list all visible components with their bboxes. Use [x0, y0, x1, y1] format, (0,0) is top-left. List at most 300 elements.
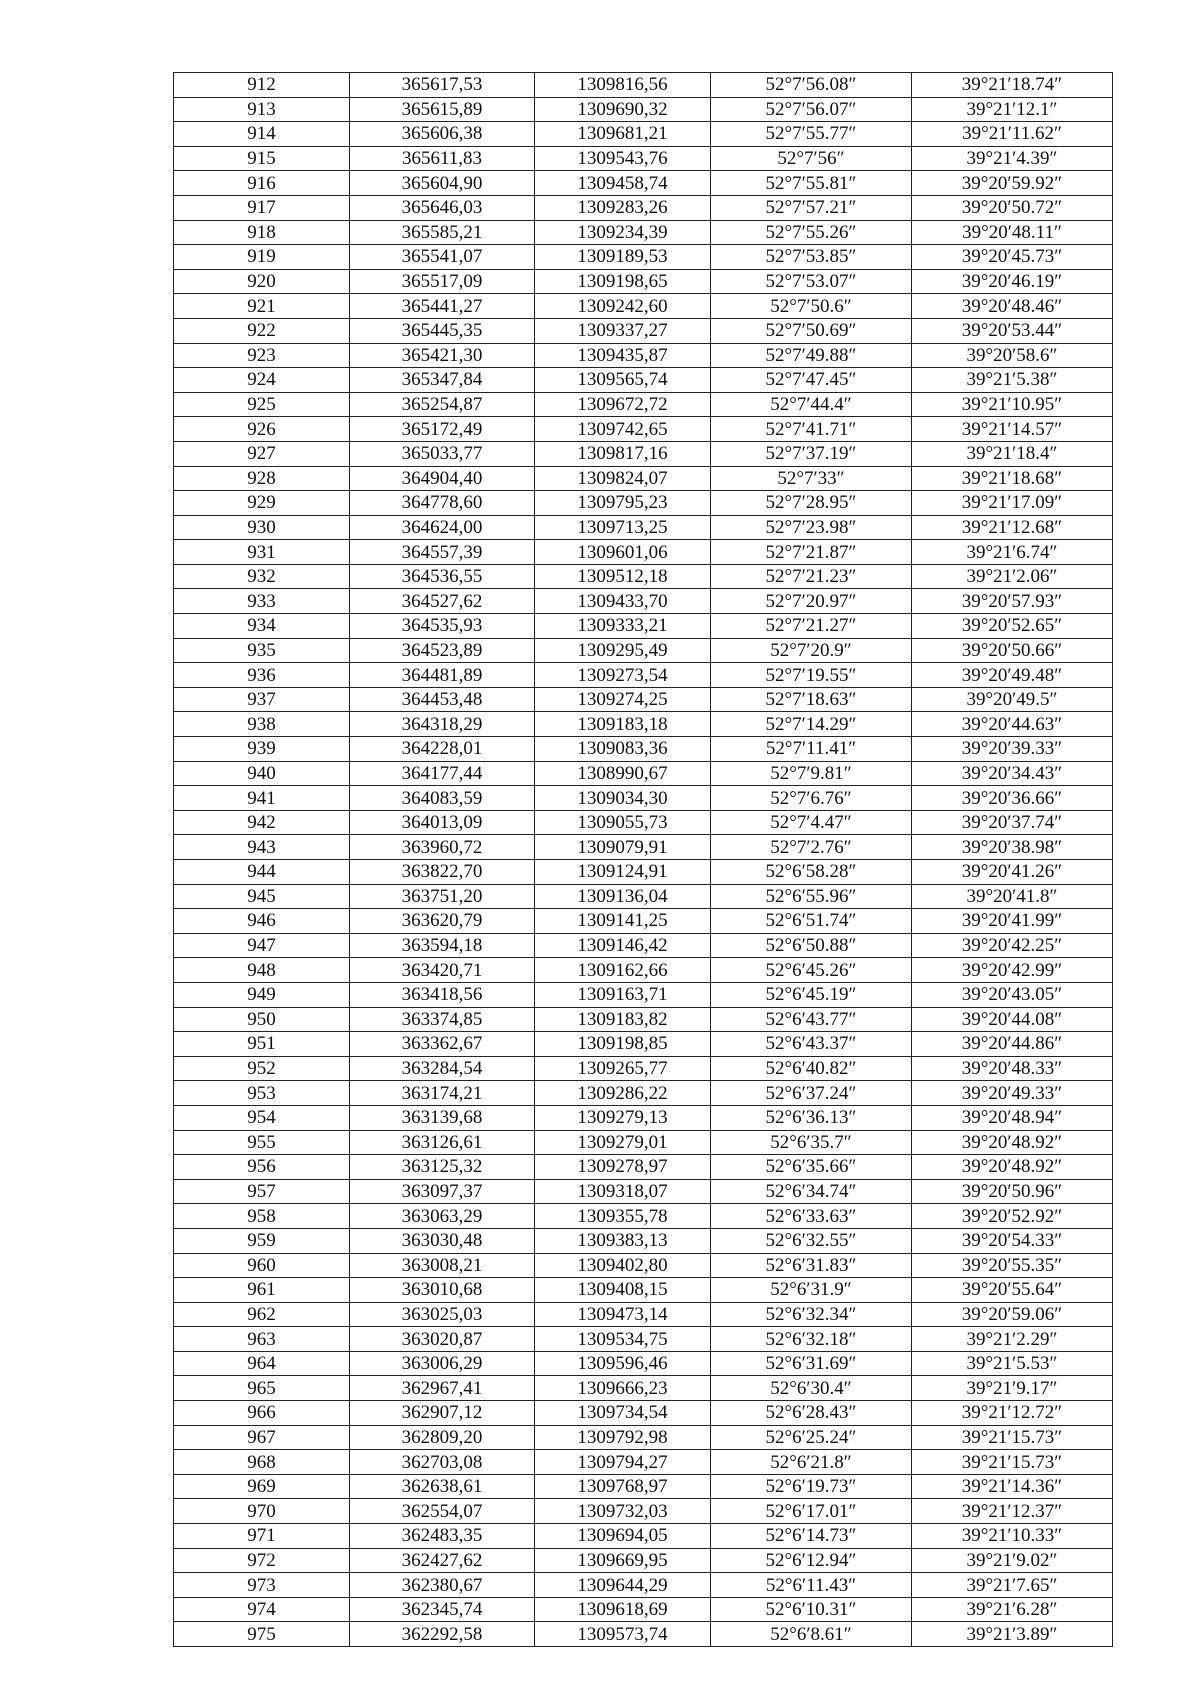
table-row: [174, 712, 1113, 737]
longitude-cell: 39°21′12.72″: [912, 1401, 1113, 1426]
x-coordinate-cell: 363620,79: [350, 909, 535, 934]
latitude-cell: 52°7′49.88″: [711, 343, 912, 368]
latitude-cell: 52°6′10.31″: [711, 1597, 912, 1622]
y-coordinate-cell: 1309265,77: [535, 1056, 711, 1081]
longitude-cell: 39°21′15.73″: [912, 1450, 1113, 1475]
longitude-cell: 39°20′38.98″: [912, 835, 1113, 860]
y-coordinate-cell: 1309681,21: [535, 122, 711, 147]
latitude-cell: 52°6′55.96″: [711, 884, 912, 909]
longitude-cell: 39°20′36.66″: [912, 786, 1113, 811]
x-coordinate-cell: 363020,87: [350, 1327, 535, 1352]
latitude-cell: 52°6′35.66″: [711, 1155, 912, 1180]
y-coordinate-cell: 1309618,69: [535, 1597, 711, 1622]
latitude-cell: 52°6′31.9″: [711, 1278, 912, 1303]
table-row: [174, 195, 1113, 220]
latitude-cell: 52°6′32.55″: [711, 1228, 912, 1253]
latitude-cell: 52°7′21.87″: [711, 540, 912, 565]
latitude-cell: 52°7′4.47″: [711, 810, 912, 835]
latitude-cell: 52°7′55.26″: [711, 220, 912, 245]
longitude-cell: 39°21′12.37″: [912, 1499, 1113, 1524]
latitude-cell: 52°6′36.13″: [711, 1105, 912, 1130]
point-number-cell: 950: [174, 1007, 350, 1032]
longitude-cell: 39°20′49.33″: [912, 1081, 1113, 1106]
latitude-cell: 52°7′53.07″: [711, 269, 912, 294]
table-row: [174, 97, 1113, 122]
table-row: [174, 1474, 1113, 1499]
x-coordinate-cell: 363097,37: [350, 1179, 535, 1204]
latitude-cell: 52°6′12.94″: [711, 1548, 912, 1573]
point-number-cell: 970: [174, 1499, 350, 1524]
longitude-cell: 39°20′54.33″: [912, 1228, 1113, 1253]
y-coordinate-cell: 1309278,97: [535, 1155, 711, 1180]
point-number-cell: 918: [174, 220, 350, 245]
y-coordinate-cell: 1309136,04: [535, 884, 711, 909]
longitude-cell: 39°21′10.95″: [912, 392, 1113, 417]
latitude-cell: 52°7′50.69″: [711, 318, 912, 343]
point-number-cell: 939: [174, 737, 350, 762]
point-number-cell: 954: [174, 1105, 350, 1130]
point-number-cell: 922: [174, 318, 350, 343]
y-coordinate-cell: 1309732,03: [535, 1499, 711, 1524]
point-number-cell: 964: [174, 1351, 350, 1376]
longitude-cell: 39°20′43.05″: [912, 982, 1113, 1007]
latitude-cell: 52°7′37.19″: [711, 441, 912, 466]
coordinates-table: [173, 72, 1113, 1647]
latitude-cell: 52°6′50.88″: [711, 933, 912, 958]
y-coordinate-cell: 1309124,91: [535, 860, 711, 885]
table-row: [174, 1622, 1113, 1647]
x-coordinate-cell: 364177,44: [350, 761, 535, 786]
table-row: [174, 1327, 1113, 1352]
longitude-cell: 39°20′41.99″: [912, 909, 1113, 934]
x-coordinate-cell: 364624,00: [350, 515, 535, 540]
y-coordinate-cell: 1309295,49: [535, 638, 711, 663]
latitude-cell: 52°6′37.24″: [711, 1081, 912, 1106]
x-coordinate-cell: 363751,20: [350, 884, 535, 909]
point-number-cell: 960: [174, 1253, 350, 1278]
table-row: [174, 835, 1113, 860]
longitude-cell: 39°20′50.96″: [912, 1179, 1113, 1204]
x-coordinate-cell: 363174,21: [350, 1081, 535, 1106]
point-number-cell: 961: [174, 1278, 350, 1303]
table-row: [174, 171, 1113, 196]
longitude-cell: 39°21′9.17″: [912, 1376, 1113, 1401]
latitude-cell: 52°7′23.98″: [711, 515, 912, 540]
x-coordinate-cell: 365421,30: [350, 343, 535, 368]
point-number-cell: 956: [174, 1155, 350, 1180]
point-number-cell: 958: [174, 1204, 350, 1229]
latitude-cell: 52°7′56.08″: [711, 73, 912, 98]
y-coordinate-cell: 1309163,71: [535, 982, 711, 1007]
longitude-cell: 39°20′44.63″: [912, 712, 1113, 737]
x-coordinate-cell: 362380,67: [350, 1573, 535, 1598]
point-number-cell: 948: [174, 958, 350, 983]
latitude-cell: 52°7′55.81″: [711, 171, 912, 196]
longitude-cell: 39°21′6.28″: [912, 1597, 1113, 1622]
longitude-cell: 39°21′11.62″: [912, 122, 1113, 147]
point-number-cell: 955: [174, 1130, 350, 1155]
table-row: [174, 1179, 1113, 1204]
point-number-cell: 966: [174, 1401, 350, 1426]
point-number-cell: 949: [174, 982, 350, 1007]
y-coordinate-cell: 1309534,75: [535, 1327, 711, 1352]
longitude-cell: 39°20′46.19″: [912, 269, 1113, 294]
table-row: [174, 884, 1113, 909]
table-row: [174, 1573, 1113, 1598]
latitude-cell: 52°7′6.76″: [711, 786, 912, 811]
table-row: [174, 737, 1113, 762]
table-row: [174, 982, 1113, 1007]
latitude-cell: 52°6′34.74″: [711, 1179, 912, 1204]
point-number-cell: 935: [174, 638, 350, 663]
y-coordinate-cell: 1309734,54: [535, 1401, 711, 1426]
point-number-cell: 941: [174, 786, 350, 811]
point-number-cell: 942: [174, 810, 350, 835]
latitude-cell: 52°7′28.95″: [711, 491, 912, 516]
y-coordinate-cell: 1309055,73: [535, 810, 711, 835]
y-coordinate-cell: 1309512,18: [535, 564, 711, 589]
latitude-cell: 52°7′57.21″: [711, 195, 912, 220]
table-row: [174, 515, 1113, 540]
longitude-cell: 39°20′49.48″: [912, 663, 1113, 688]
y-coordinate-cell: 1309601,06: [535, 540, 711, 565]
longitude-cell: 39°20′52.65″: [912, 614, 1113, 639]
latitude-cell: 52°6′43.77″: [711, 1007, 912, 1032]
x-coordinate-cell: 364535,93: [350, 614, 535, 639]
x-coordinate-cell: 363010,68: [350, 1278, 535, 1303]
table-row: [174, 1376, 1113, 1401]
x-coordinate-cell: 365646,03: [350, 195, 535, 220]
longitude-cell: 39°20′48.94″: [912, 1105, 1113, 1130]
point-number-cell: 944: [174, 860, 350, 885]
point-number-cell: 971: [174, 1524, 350, 1549]
table-row: [174, 1302, 1113, 1327]
y-coordinate-cell: 1309794,27: [535, 1450, 711, 1475]
x-coordinate-cell: 362703,08: [350, 1450, 535, 1475]
point-number-cell: 927: [174, 441, 350, 466]
point-number-cell: 926: [174, 417, 350, 442]
longitude-cell: 39°20′44.86″: [912, 1032, 1113, 1057]
longitude-cell: 39°20′48.92″: [912, 1155, 1113, 1180]
y-coordinate-cell: 1309402,80: [535, 1253, 711, 1278]
point-number-cell: 932: [174, 564, 350, 589]
point-number-cell: 965: [174, 1376, 350, 1401]
point-number-cell: 913: [174, 97, 350, 122]
longitude-cell: 39°21′18.74″: [912, 73, 1113, 98]
table-row: [174, 1056, 1113, 1081]
x-coordinate-cell: 365441,27: [350, 294, 535, 319]
table-row: [174, 909, 1113, 934]
latitude-cell: 52°6′14.73″: [711, 1524, 912, 1549]
x-coordinate-cell: 365347,84: [350, 368, 535, 393]
latitude-cell: 52°6′11.43″: [711, 1573, 912, 1598]
y-coordinate-cell: 1309573,74: [535, 1622, 711, 1647]
y-coordinate-cell: 1309742,65: [535, 417, 711, 442]
longitude-cell: 39°20′48.92″: [912, 1130, 1113, 1155]
longitude-cell: 39°21′5.53″: [912, 1351, 1113, 1376]
longitude-cell: 39°21′14.36″: [912, 1474, 1113, 1499]
table-row: [174, 417, 1113, 442]
point-number-cell: 973: [174, 1573, 350, 1598]
point-number-cell: 975: [174, 1622, 350, 1647]
table-row: [174, 318, 1113, 343]
table-row: [174, 1081, 1113, 1106]
latitude-cell: 52°7′47.45″: [711, 368, 912, 393]
point-number-cell: 946: [174, 909, 350, 934]
x-coordinate-cell: 364318,29: [350, 712, 535, 737]
x-coordinate-cell: 365541,07: [350, 245, 535, 270]
longitude-cell: 39°21′14.57″: [912, 417, 1113, 442]
y-coordinate-cell: 1309383,13: [535, 1228, 711, 1253]
table-row: [174, 73, 1113, 98]
y-coordinate-cell: 1309792,98: [535, 1425, 711, 1450]
point-number-cell: 929: [174, 491, 350, 516]
table-row: [174, 343, 1113, 368]
longitude-cell: 39°21′2.29″: [912, 1327, 1113, 1352]
latitude-cell: 52°6′32.34″: [711, 1302, 912, 1327]
point-number-cell: 925: [174, 392, 350, 417]
latitude-cell: 52°7′9.81″: [711, 761, 912, 786]
latitude-cell: 52°6′45.26″: [711, 958, 912, 983]
x-coordinate-cell: 363030,48: [350, 1228, 535, 1253]
y-coordinate-cell: 1309713,25: [535, 515, 711, 540]
point-number-cell: 969: [174, 1474, 350, 1499]
table-row: [174, 1278, 1113, 1303]
latitude-cell: 52°7′50.6″: [711, 294, 912, 319]
table-row: [174, 614, 1113, 639]
table-row: [174, 368, 1113, 393]
point-number-cell: 968: [174, 1450, 350, 1475]
latitude-cell: 52°7′55.77″: [711, 122, 912, 147]
latitude-cell: 52°7′21.23″: [711, 564, 912, 589]
x-coordinate-cell: 365604,90: [350, 171, 535, 196]
x-coordinate-cell: 365254,87: [350, 392, 535, 417]
point-number-cell: 953: [174, 1081, 350, 1106]
longitude-cell: 39°20′50.72″: [912, 195, 1113, 220]
longitude-cell: 39°20′49.5″: [912, 687, 1113, 712]
y-coordinate-cell: 1309694,05: [535, 1524, 711, 1549]
y-coordinate-cell: 1309189,53: [535, 245, 711, 270]
longitude-cell: 39°21′3.89″: [912, 1622, 1113, 1647]
y-coordinate-cell: 1309824,07: [535, 466, 711, 491]
table-row: [174, 1253, 1113, 1278]
y-coordinate-cell: 1309242,60: [535, 294, 711, 319]
point-number-cell: 919: [174, 245, 350, 270]
x-coordinate-cell: 365517,09: [350, 269, 535, 294]
longitude-cell: 39°21′12.1″: [912, 97, 1113, 122]
longitude-cell: 39°20′48.33″: [912, 1056, 1113, 1081]
latitude-cell: 52°7′21.27″: [711, 614, 912, 639]
latitude-cell: 52°7′14.29″: [711, 712, 912, 737]
latitude-cell: 52°6′51.74″: [711, 909, 912, 934]
longitude-cell: 39°21′5.38″: [912, 368, 1113, 393]
longitude-cell: 39°21′15.73″: [912, 1425, 1113, 1450]
x-coordinate-cell: 363006,29: [350, 1351, 535, 1376]
table-row: [174, 761, 1113, 786]
longitude-cell: 39°21′6.74″: [912, 540, 1113, 565]
y-coordinate-cell: 1309408,15: [535, 1278, 711, 1303]
longitude-cell: 39°20′55.35″: [912, 1253, 1113, 1278]
latitude-cell: 52°6′45.19″: [711, 982, 912, 1007]
y-coordinate-cell: 1309666,23: [535, 1376, 711, 1401]
x-coordinate-cell: 364013,09: [350, 810, 535, 835]
point-number-cell: 963: [174, 1327, 350, 1352]
latitude-cell: 52°7′18.63″: [711, 687, 912, 712]
table-row: [174, 786, 1113, 811]
y-coordinate-cell: 1309337,27: [535, 318, 711, 343]
point-number-cell: 916: [174, 171, 350, 196]
y-coordinate-cell: 1309565,74: [535, 368, 711, 393]
table-row: [174, 1401, 1113, 1426]
longitude-cell: 39°20′41.26″: [912, 860, 1113, 885]
x-coordinate-cell: 365172,49: [350, 417, 535, 442]
point-number-cell: 923: [174, 343, 350, 368]
latitude-cell: 52°6′25.24″: [711, 1425, 912, 1450]
y-coordinate-cell: 1309817,16: [535, 441, 711, 466]
latitude-cell: 52°6′28.43″: [711, 1401, 912, 1426]
table-row: [174, 294, 1113, 319]
table-row: [174, 220, 1113, 245]
latitude-cell: 52°7′56.07″: [711, 97, 912, 122]
x-coordinate-cell: 365606,38: [350, 122, 535, 147]
y-coordinate-cell: 1309083,36: [535, 737, 711, 762]
y-coordinate-cell: 1309768,97: [535, 1474, 711, 1499]
point-number-cell: 915: [174, 146, 350, 171]
x-coordinate-cell: 362427,62: [350, 1548, 535, 1573]
x-coordinate-cell: 362638,61: [350, 1474, 535, 1499]
table-row: [174, 392, 1113, 417]
longitude-cell: 39°20′48.46″: [912, 294, 1113, 319]
x-coordinate-cell: 363063,29: [350, 1204, 535, 1229]
x-coordinate-cell: 363960,72: [350, 835, 535, 860]
y-coordinate-cell: 1309146,42: [535, 933, 711, 958]
point-number-cell: 924: [174, 368, 350, 393]
x-coordinate-cell: 365615,89: [350, 97, 535, 122]
table-row: [174, 1450, 1113, 1475]
x-coordinate-cell: 363594,18: [350, 933, 535, 958]
x-coordinate-cell: 364536,55: [350, 564, 535, 589]
point-number-cell: 920: [174, 269, 350, 294]
y-coordinate-cell: 1309333,21: [535, 614, 711, 639]
x-coordinate-cell: 362967,41: [350, 1376, 535, 1401]
latitude-cell: 52°7′19.55″: [711, 663, 912, 688]
table-row: [174, 860, 1113, 885]
longitude-cell: 39°20′34.43″: [912, 761, 1113, 786]
x-coordinate-cell: 362907,12: [350, 1401, 535, 1426]
y-coordinate-cell: 1309279,13: [535, 1105, 711, 1130]
latitude-cell: 52°6′58.28″: [711, 860, 912, 885]
latitude-cell: 52°6′17.01″: [711, 1499, 912, 1524]
point-number-cell: 934: [174, 614, 350, 639]
table-row: [174, 1105, 1113, 1130]
point-number-cell: 952: [174, 1056, 350, 1081]
longitude-cell: 39°21′9.02″: [912, 1548, 1113, 1573]
x-coordinate-cell: 363418,56: [350, 982, 535, 1007]
longitude-cell: 39°21′18.68″: [912, 466, 1113, 491]
point-number-cell: 936: [174, 663, 350, 688]
point-number-cell: 930: [174, 515, 350, 540]
longitude-cell: 39°21′10.33″: [912, 1524, 1113, 1549]
longitude-cell: 39°21′2.06″: [912, 564, 1113, 589]
x-coordinate-cell: 364481,89: [350, 663, 535, 688]
table-row: [174, 1155, 1113, 1180]
latitude-cell: 52°7′33″: [711, 466, 912, 491]
y-coordinate-cell: 1309183,82: [535, 1007, 711, 1032]
x-coordinate-cell: 364523,89: [350, 638, 535, 663]
latitude-cell: 52°6′43.37″: [711, 1032, 912, 1057]
longitude-cell: 39°20′37.74″: [912, 810, 1113, 835]
latitude-cell: 52°7′56″: [711, 146, 912, 171]
point-number-cell: 921: [174, 294, 350, 319]
x-coordinate-cell: 363362,67: [350, 1032, 535, 1057]
latitude-cell: 52°6′30.4″: [711, 1376, 912, 1401]
point-number-cell: 967: [174, 1425, 350, 1450]
latitude-cell: 52°7′20.9″: [711, 638, 912, 663]
latitude-cell: 52°6′35.7″: [711, 1130, 912, 1155]
y-coordinate-cell: 1309795,23: [535, 491, 711, 516]
table-row: [174, 1499, 1113, 1524]
point-number-cell: 931: [174, 540, 350, 565]
x-coordinate-cell: 364778,60: [350, 491, 535, 516]
table-row: [174, 1425, 1113, 1450]
latitude-cell: 52°6′40.82″: [711, 1056, 912, 1081]
table-row: [174, 269, 1113, 294]
y-coordinate-cell: 1309234,39: [535, 220, 711, 245]
x-coordinate-cell: 362345,74: [350, 1597, 535, 1622]
point-number-cell: 933: [174, 589, 350, 614]
y-coordinate-cell: 1309690,32: [535, 97, 711, 122]
longitude-cell: 39°20′44.08″: [912, 1007, 1113, 1032]
point-number-cell: 914: [174, 122, 350, 147]
latitude-cell: 52°6′8.61″: [711, 1622, 912, 1647]
table-row: [174, 466, 1113, 491]
y-coordinate-cell: 1309433,70: [535, 589, 711, 614]
y-coordinate-cell: 1309162,66: [535, 958, 711, 983]
y-coordinate-cell: 1309034,30: [535, 786, 711, 811]
y-coordinate-cell: 1309355,78: [535, 1204, 711, 1229]
longitude-cell: 39°20′58.6″: [912, 343, 1113, 368]
table-row: [174, 958, 1113, 983]
y-coordinate-cell: 1309198,65: [535, 269, 711, 294]
longitude-cell: 39°20′52.92″: [912, 1204, 1113, 1229]
y-coordinate-cell: 1309543,76: [535, 146, 711, 171]
longitude-cell: 39°21′17.09″: [912, 491, 1113, 516]
table-row: [174, 687, 1113, 712]
longitude-cell: 39°20′50.66″: [912, 638, 1113, 663]
latitude-cell: 52°7′20.97″: [711, 589, 912, 614]
point-number-cell: 951: [174, 1032, 350, 1057]
y-coordinate-cell: 1308990,67: [535, 761, 711, 786]
table-row: [174, 245, 1113, 270]
x-coordinate-cell: 365611,83: [350, 146, 535, 171]
longitude-cell: 39°20′59.06″: [912, 1302, 1113, 1327]
y-coordinate-cell: 1309596,46: [535, 1351, 711, 1376]
point-number-cell: 938: [174, 712, 350, 737]
longitude-cell: 39°20′55.64″: [912, 1278, 1113, 1303]
latitude-cell: 52°6′19.73″: [711, 1474, 912, 1499]
longitude-cell: 39°20′48.11″: [912, 220, 1113, 245]
table-row: [174, 1228, 1113, 1253]
y-coordinate-cell: 1309141,25: [535, 909, 711, 934]
point-number-cell: 962: [174, 1302, 350, 1327]
longitude-cell: 39°20′42.99″: [912, 958, 1113, 983]
longitude-cell: 39°21′7.65″: [912, 1573, 1113, 1598]
table-row: [174, 1548, 1113, 1573]
longitude-cell: 39°20′39.33″: [912, 737, 1113, 762]
latitude-cell: 52°7′2.76″: [711, 835, 912, 860]
table-row: [174, 1130, 1113, 1155]
longitude-cell: 39°20′59.92″: [912, 171, 1113, 196]
